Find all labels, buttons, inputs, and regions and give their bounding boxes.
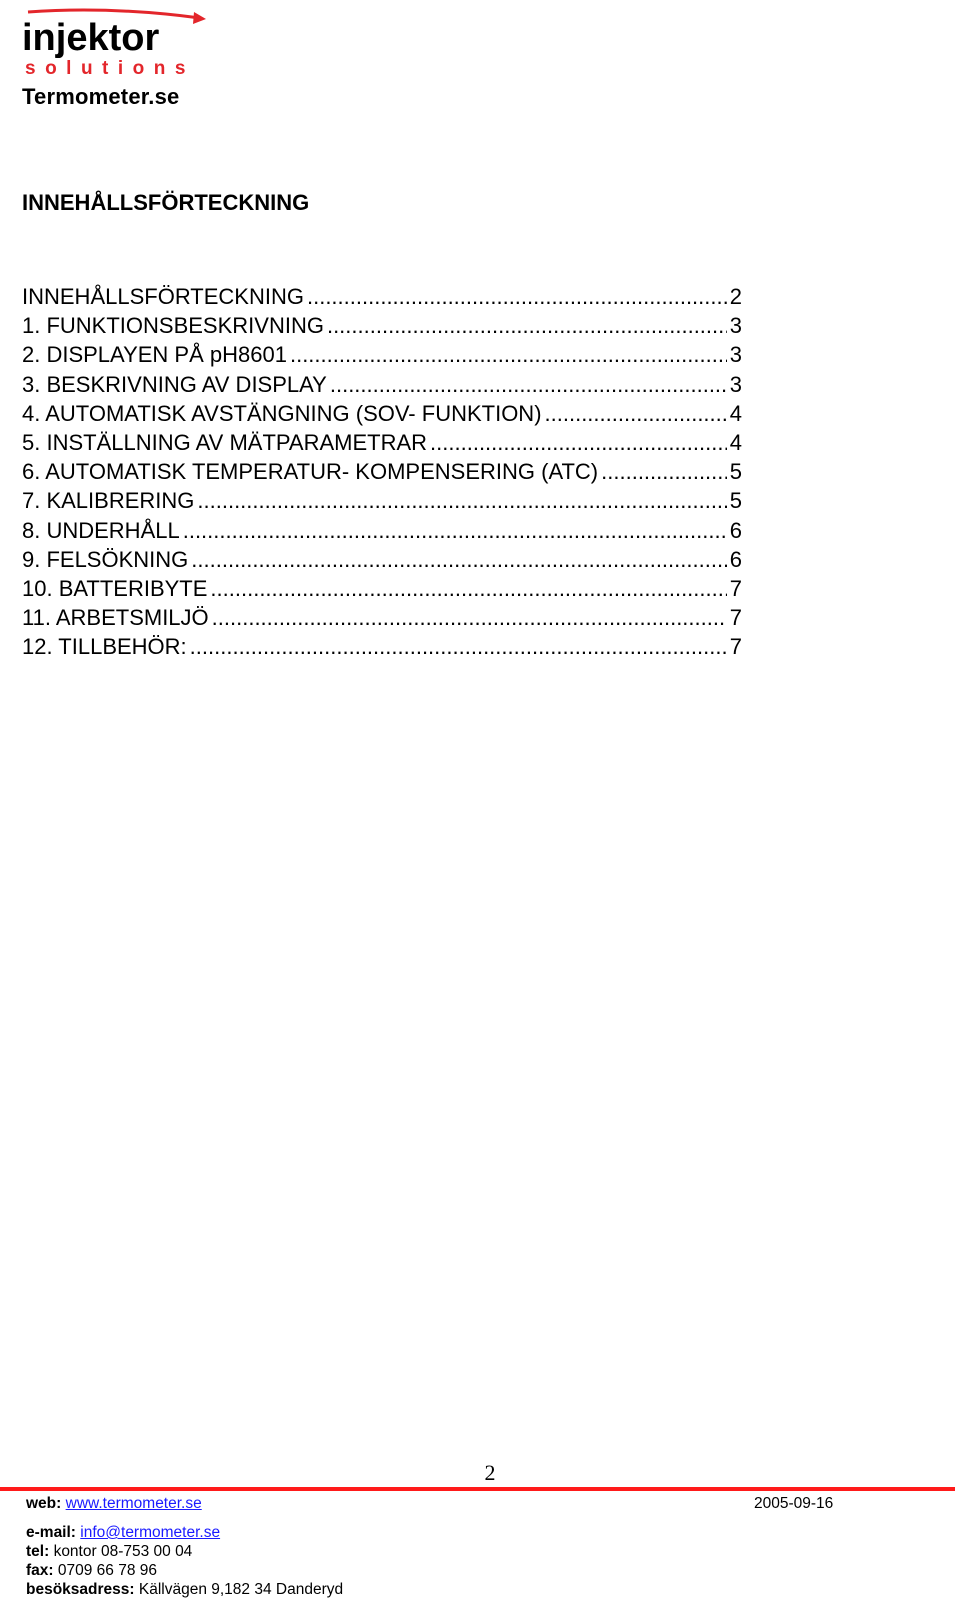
site-name: Termometer.se (22, 84, 180, 109)
toc-entry-title: 1. FUNKTIONSBESKRIVNING (22, 313, 324, 339)
footer-web (26, 1495, 202, 1513)
email-label: e-mail: (26, 1524, 76, 1541)
injektor-solutions-logo (20, 8, 210, 80)
toc-leader-dots (191, 545, 726, 574)
toc-leader-dots (430, 428, 727, 457)
toc-leader-dots (545, 399, 727, 428)
toc-leader-dots (197, 486, 726, 515)
toc-entry-title: 9. FELSÖKNING (22, 546, 189, 572)
toc-entry-title: 7. KALIBRERING (22, 488, 195, 514)
toc-entry-title: 10. BATTERIBYTE (22, 575, 208, 601)
toc-entry[interactable] (22, 457, 742, 486)
toc-entry[interactable] (22, 574, 742, 603)
toc-entry-title: 6. AUTOMATISK TEMPERATUR- KOMPENSERING (ATC) (22, 459, 599, 485)
toc-entry[interactable] (22, 311, 742, 340)
page-number: 2 (484, 1460, 496, 1485)
tel-value: kontor 08-753 00 04 (53, 1543, 193, 1560)
toc-entry-title: 3. BESKRIVNING AV DISPLAY (22, 371, 327, 397)
toc-entry-page: 5 (729, 459, 742, 485)
toc-entry-page: 3 (729, 313, 742, 339)
toc-entry[interactable] (22, 516, 742, 545)
page-title: INNEHÅLLSFÖRTECKNING (22, 190, 310, 215)
toc-leader-dots (601, 457, 727, 486)
address-label: besöksadress: (26, 1581, 135, 1598)
toc-entry-page: 3 (729, 371, 742, 397)
toc-leader-dots (327, 311, 727, 340)
toc-leader-dots (212, 603, 727, 632)
toc-entry-title: 4. AUTOMATISK AVSTÄNGNING (SOV- FUNKTION) (22, 400, 542, 426)
toc-entry[interactable] (22, 632, 742, 661)
fax-label: fax: (26, 1562, 54, 1579)
toc-entry-title: 12. TILLBEHÖR: (22, 634, 187, 660)
toc-entry-page: 2 (729, 284, 742, 309)
toc-entry[interactable] (22, 428, 742, 457)
address-value: Källvägen 9,182 34 Danderyd (138, 1581, 344, 1598)
toc-leader-dots (183, 516, 727, 545)
logo-word-injektor: injektor (22, 17, 160, 59)
toc-leader-dots (210, 574, 726, 603)
toc-entry-page: 3 (729, 342, 742, 368)
toc-entry-page: 6 (729, 517, 742, 543)
toc-entry[interactable] (22, 282, 742, 311)
toc-entry-title: 5. INSTÄLLNING AV MÄTPARAMETRAR (22, 429, 428, 455)
table-of-contents (22, 282, 742, 661)
toc-leader-dots (290, 340, 727, 369)
toc-entry-page: 5 (729, 488, 742, 514)
toc-entry[interactable] (22, 370, 742, 399)
toc-entry-title: 2. DISPLAYEN PÅ pH8601 (22, 342, 287, 368)
tel-label: tel: (26, 1543, 50, 1560)
toc-entry[interactable] (22, 340, 742, 369)
toc-entry[interactable] (22, 399, 742, 428)
toc-entry-page: 4 (729, 400, 742, 426)
footer-email (26, 1524, 220, 1542)
toc-leader-dots (190, 632, 727, 661)
footer-divider (0, 1487, 955, 1491)
toc-entry-page: 7 (729, 634, 742, 660)
toc-entry-title: INNEHÅLLSFÖRTECKNING (22, 284, 304, 309)
toc-entry-page: 7 (729, 605, 742, 631)
footer-fax (26, 1562, 157, 1580)
toc-entry-title: 11. ARBETSMILJÖ (22, 605, 209, 631)
web-label: web: (26, 1495, 62, 1512)
web-link[interactable]: www.termometer.se (65, 1495, 202, 1512)
toc-entry-page: 4 (729, 429, 742, 455)
footer-tel (26, 1543, 192, 1561)
fax-value: 0709 66 78 96 (57, 1562, 158, 1579)
email-link[interactable]: info@termometer.se (80, 1524, 221, 1541)
toc-entry[interactable] (22, 603, 742, 632)
toc-leader-dots (307, 282, 727, 311)
toc-leader-dots (330, 370, 727, 399)
footer-address (26, 1581, 343, 1599)
toc-entry[interactable] (22, 545, 742, 574)
toc-entry[interactable] (22, 486, 742, 515)
document-date: 2005-09-16 (754, 1495, 834, 1512)
toc-entry-page: 6 (729, 546, 742, 572)
toc-entry-title: 8. UNDERHÅLL (22, 517, 180, 543)
toc-entry-page: 7 (729, 575, 742, 601)
logo-word-solutions: solutions (25, 58, 195, 79)
